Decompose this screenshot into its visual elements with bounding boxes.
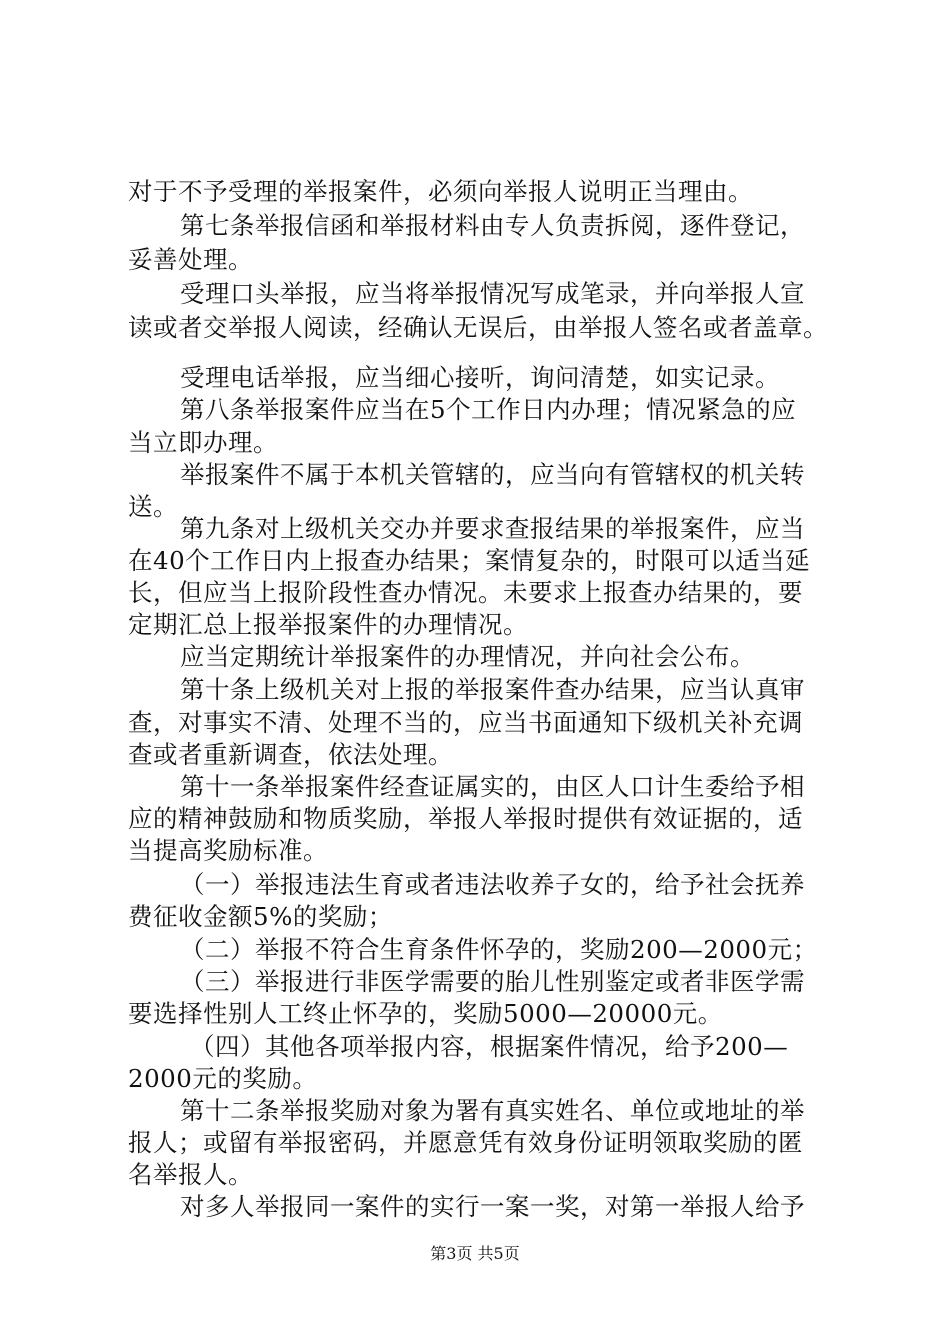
text-line: 第十一条举报案件经查证属实的，由区人口计生委给予相: [180, 772, 805, 801]
text-line: （四）其他各项举报内容，根据案件情况，给予200—: [190, 1032, 789, 1061]
text-line: 查，对事实不清、处理不当的，应当书面通知下级机关补充调: [128, 708, 803, 737]
text-line: 当立即办理。: [128, 428, 278, 457]
text-line: 长，但应当上报阶段性查办情况。未要求上报查办结果的，要: [128, 578, 803, 607]
text-line: 对于不予受理的举报案件，必须向举报人说明正当理由。: [128, 177, 753, 206]
text-line: 受理电话举报，应当细心接听，询问清楚，如实记录。: [180, 363, 780, 392]
page-footer: 第3页 共5页: [430, 1244, 520, 1263]
text-line: 第七条举报信函和举报材料由专人负责拆阅，逐件登记，: [180, 211, 805, 240]
text-line: 妥善处理。: [128, 245, 253, 274]
text-line: （一）举报违法生育或者违法收养子女的，给予社会抚养: [180, 870, 805, 899]
text-line: 应的精神鼓励和物质奖励，举报人举报时提供有效证据的，适: [128, 804, 803, 833]
text-line: 2000元的奖励。: [128, 1064, 318, 1093]
text-line: 第十二条举报奖励对象为署有真实姓名、单位或地址的举: [180, 1096, 805, 1125]
text-line: 第十条上级机关对上报的举报案件查办结果，应当认真审: [180, 675, 805, 704]
text-line: 定期汇总上报举报案件的办理情况。: [128, 610, 528, 639]
text-line: 对多人举报同一案件的实行一案一奖，对第一举报人给予: [180, 1192, 805, 1221]
text-line: 读或者交举报人阅读，经确认无误后，由举报人签名或者盖章。: [128, 313, 828, 342]
text-line: 名举报人。: [128, 1160, 253, 1189]
text-line: 费征收金额5%的奖励；: [128, 902, 393, 931]
text-line: 受理口头举报，应当将举报情况写成笔录，并向举报人宣: [180, 279, 805, 308]
text-line: 送。: [128, 492, 178, 521]
text-line: 第八条举报案件应当在5个工作日内办理；情况紧急的应: [180, 395, 797, 424]
text-line: 查或者重新调查，依法处理。: [128, 740, 453, 769]
text-line: 要选择性别人工终止怀孕的，奖励5000—20000元。: [128, 999, 723, 1028]
text-line: （二）举报不符合生育条件怀孕的，奖励200—2000元；: [180, 935, 818, 964]
text-line: 第九条对上级机关交办并要求查报结果的举报案件，应当: [180, 514, 805, 543]
text-line: 当提高奖励标准。: [128, 836, 328, 865]
text-line: （三）举报进行非医学需要的胎儿性别鉴定或者非医学需: [180, 967, 805, 996]
text-line: 举报案件不属于本机关管辖的，应当向有管辖权的机关转: [180, 460, 805, 489]
text-line: 报人；或留有举报密码，并愿意凭有效身份证明领取奖励的匿: [128, 1128, 803, 1157]
text-line: 在40个工作日内上报查办结果；案情复杂的，时限可以适当延: [128, 546, 811, 575]
text-line: 应当定期统计举报案件的办理情况，并向社会公布。: [180, 642, 755, 671]
